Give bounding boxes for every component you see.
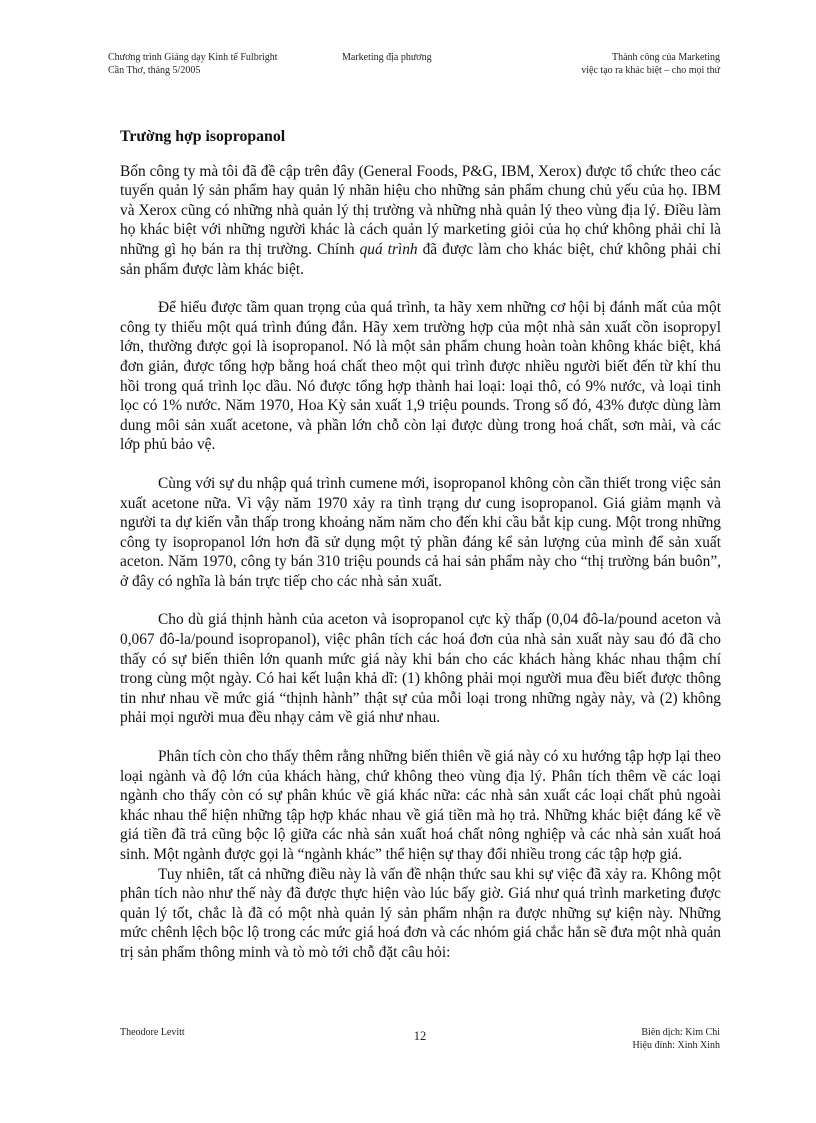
section-title: Trường hợp isopropanol bbox=[120, 128, 286, 145]
header-left bbox=[108, 51, 278, 77]
paragraph-4: Cho dù giá thịnh hành của aceton và isopropanol cực kỳ thấp (0,04 đô-la/pound aceton và 0,067 đô-la/pound isopropanol), việc phân tích các hoá đơn của nhà sản xuất này sau đó đã cho thấy có sự biến thiên lớn quanh mức giá này khi bán cho các khách hàng khác nhau thậm chí trong cùng một ngày. Có hai kết luận khả dĩ: (1) không phải mọi người mua đều biết được thông tin như nhau về mức giá “thịnh hành” thật sự của mỗi loại trong những ngày này, và (2) không phải mọi người mua đều nhạy cảm về giá như nhau. bbox=[120, 611, 721, 727]
page-number: 12 bbox=[413, 1029, 427, 1043]
paragraph-2: Để hiểu được tầm quan trọng của quá trình, ta hãy xem những cơ hội bị đánh mất của một công ty thiếu một quá trình đúng đắn. Hãy xem trường hợp của một nhà sản xuất cồn isopropyl lớn, thường được gọi là isopropanol. Nó là một sản phẩm chung hoàn toàn không khác biệt, khá đơn giản, được tổng hợp bằng hoá chất theo một qui trình được nhiều người biết đến từ khí thu hồi trong quá trình lọc dầu. Nó được tổng hợp thành hai loại: loại thô, có 9% nước, và loại tinh lọc có 1% nước. Năm 1970, Hoa Kỳ sản xuất 1,9 triệu pounds. Trong số đó, 43% được dùng làm dung môi sản xuất acetone, và phần lớn chỗ còn lại được dùng trong hoá chất, sơn mài, và các lớp phủ bảo vệ. bbox=[120, 299, 721, 454]
header-program: Chương trình Giảng dạy Kinh tế Fulbright bbox=[108, 52, 278, 63]
paragraph-5: Phân tích còn cho thấy thêm rằng những biến thiên về giá này có xu hướng tập hợp lại theo loại ngành và độ lớn của khách hàng, chứ không theo vùng địa lý. Phân tích thêm về các loại ngành cho thấy còn có sự phân khúc về giá khác nữa: các nhà sản xuất các loại chất phủ ngoài khác nhau thể hiện những tập hợp khác nhau về giá tiền mà họ trả. Những khác biệt đáng kể về giá tiền đã trả cũng bộc lộ giữa các nhà sản xuất hoá chất nông nghiệp và các nhà sản xuất hoá sinh. Một ngành được gọi là “ngành khác” thể hiện sự thay đổi nhiều trong các tập hợp giá. bbox=[120, 748, 721, 863]
paragraph-1 bbox=[120, 162, 721, 280]
paragraph-1-text-a: Bốn công ty mà tôi đã đề cập trên đây (General Foods, P&G, IBM, Xerox) được tổ chức theo các tuyến quản lý sản phẩm hay quản lý nhãn hiệu cho những sản phẩm chung chủ yếu của họ. IBM và Xerox cũng có những nhà quản lý thị trường và những nhà quản lý theo vùng địa lý. Điều làm họ khác biệt với những người khác là cách quản lý marketing giỏi của họ chứ không phải chỉ là những gì họ bán ra thị trường. Chính bbox=[120, 162, 721, 258]
footer-editor: Hiệu đính: Xinh Xinh bbox=[632, 1040, 720, 1051]
footer-translator: Biên dịch: Kim Chi bbox=[641, 1027, 720, 1038]
paragraph-1-text-b: đã được làm cho khác biệt, chứ không phải chỉ sản phẩm được làm khác biệt. bbox=[120, 240, 721, 278]
paragraph-6: Tuy nhiên, tất cả những điều này là vấn đề nhận thức sau khi sự việc đã xảy ra. Không một phân tích nào như thế này đã được thực hiện vào lúc bấy giờ. Giá như quá trình marketing được quản lý tốt, chắc là đã có một nhà quản lý sản phẩm nhận ra được những sự kiện này. Những mức chênh lệch bộc lộ trong các mức giá hoá đơn và các nhóm giá chắc hẳn sẽ đưa một nhà quản trị sản phẩm thông minh và tò mò tới chỗ đặt câu hỏi: bbox=[120, 865, 721, 961]
main-content bbox=[120, 127, 721, 963]
header-date: Cần Thơ, tháng 5/2005 bbox=[108, 65, 201, 76]
header-course: Marketing địa phương bbox=[342, 52, 432, 63]
footer-credits bbox=[633, 1026, 721, 1052]
footer-author: Theodore Levitt bbox=[120, 1027, 185, 1038]
paragraph-1-emphasis: quá trình bbox=[359, 240, 418, 258]
header-chapter-subtitle: việc tạo ra khác biệt – cho mọi thứ bbox=[581, 65, 720, 76]
header-chapter-title: Thành công của Marketing bbox=[611, 52, 720, 63]
header-right bbox=[581, 51, 720, 77]
paragraph-3: Cùng với sự du nhập quá trình cumene mới, isopropanol không còn cần thiết trong việc sản xuất acetone nữa. Vì vậy năm 1970 xảy ra tình trạng dư cung isopropanol. Giá giảm mạnh và người ta dự kiến vẫn thấp trong khoảng năm năm cho đến khi cầu bắt kịp cung. Một trong những công ty isopropanol lớn hơn đã sử dụng một tỷ phần đáng kể sản lượng của mình để sản xuất aceton. Năm 1970, công ty bán 310 triệu pounds cả hai sản phẩm này cho “thị trường bán buôn”, ở đây có nghĩa là bán trực tiếp cho các nhà sản xuất. bbox=[120, 474, 721, 590]
